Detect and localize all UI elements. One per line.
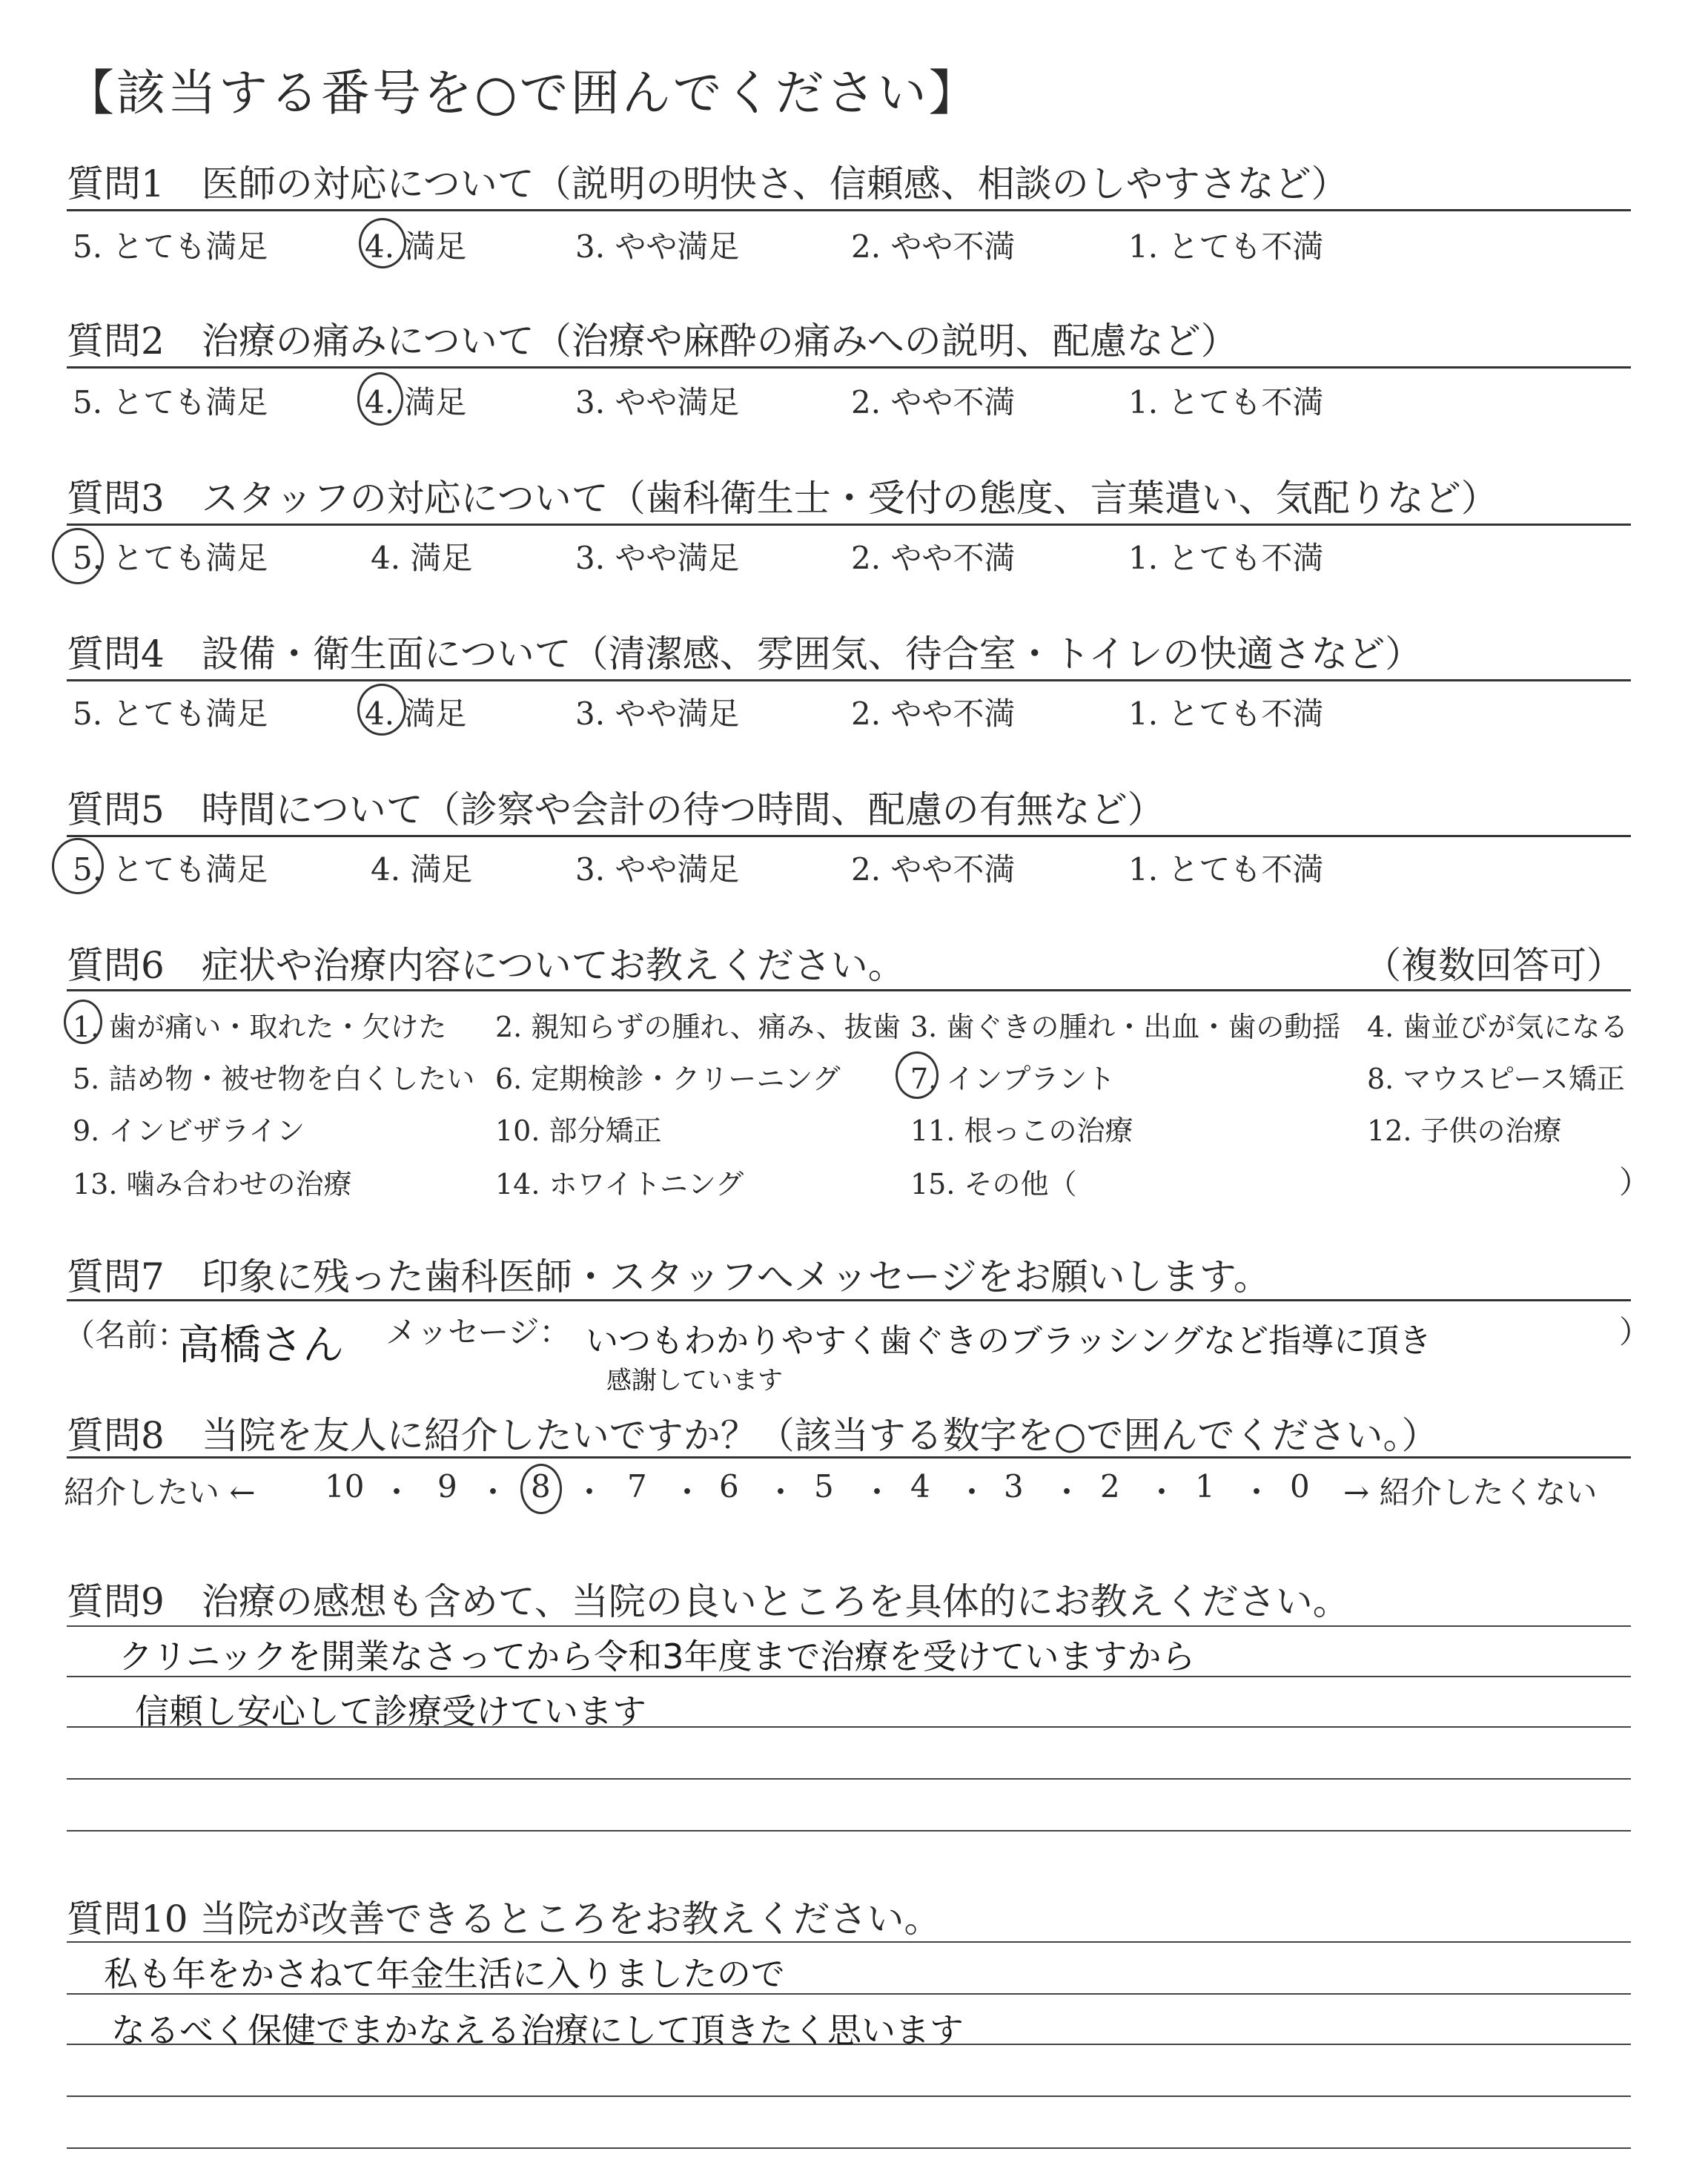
q5-option-3[interactable]: 3. やや満足 (575, 851, 740, 888)
q8-left-label: 紹介したい ← (64, 1474, 256, 1510)
q8-separator: ・ (477, 1474, 509, 1510)
q8-separator: ・ (1241, 1474, 1273, 1510)
q5-option-5[interactable]: 5. とても満足 (73, 851, 268, 888)
q10-answer-rule-1 (67, 1941, 1631, 1943)
q5-title: 質問5 時間について（診察や会計の待つ時間、配慮の有無など） (67, 788, 1165, 831)
q2-title: 質問2 治療の痛みについて（治療や麻酔の痛みへの説明、配慮など） (67, 320, 1238, 363)
q4-option-4[interactable]: 4. 満足 (365, 696, 467, 732)
q8-number-7[interactable]: 7 (627, 1468, 647, 1505)
q6-option-14[interactable]: 14. ホワイトニング (495, 1168, 744, 1200)
q1-rule (67, 209, 1631, 211)
q8-rule (67, 1456, 1631, 1459)
q2-option-1[interactable]: 1. とても不満 (1128, 384, 1324, 420)
q8-selection-circle (520, 1464, 562, 1514)
q9-answer-rule-4 (67, 1778, 1631, 1780)
q10-answer-line-1[interactable]: 私も年をかさねて年金生活に入りましたので (104, 1954, 785, 1994)
q9-answer-rule-5 (67, 1830, 1631, 1832)
q3-rule (67, 524, 1631, 526)
q10-answer-rule-5 (67, 2147, 1631, 2149)
q7-title: 質問7 印象に残った歯科医師・スタッフへメッセージをお願いします。 (67, 1255, 1271, 1298)
q6-title: 質問6 症状や治療内容についてお教えください。 (67, 944, 905, 987)
q8-separator: ・ (956, 1474, 988, 1510)
q4-option-1[interactable]: 1. とても不満 (1128, 696, 1324, 732)
q9-title: 質問9 治療の感想も含めて、当院の良いところを具体的にお教えください。 (67, 1580, 1350, 1623)
q6-option-7[interactable]: 7. インプラント (910, 1063, 1116, 1095)
q8-separator: ・ (672, 1474, 704, 1510)
q8-title: 質問8 当院を友人に紹介したいですか？（該当する数字を○で囲んでください。） (67, 1414, 1439, 1457)
q6-rule (67, 989, 1631, 991)
q6-option-12[interactable]: 12. 子供の治療 (1367, 1114, 1562, 1147)
q8-number-9[interactable]: 9 (437, 1468, 457, 1505)
q7-close-paren: ） (1619, 1314, 1651, 1350)
q7-name-label: （名前： (64, 1317, 189, 1353)
q1-option-4[interactable]: 4. 満足 (365, 228, 467, 265)
q8-number-4[interactable]: 4 (910, 1468, 930, 1505)
q2-option-5[interactable]: 5. とても満足 (73, 384, 268, 420)
q5-selection-circle (52, 838, 104, 894)
q1-title: 質問1 医師の対応について（説明の明快さ、信頼感、相談のしやすさなど） (67, 162, 1348, 205)
q3-option-1[interactable]: 1. とても不満 (1128, 540, 1324, 576)
q1-option-5[interactable]: 5. とても満足 (73, 228, 268, 265)
q3-option-3[interactable]: 3. やや満足 (575, 540, 740, 576)
q5-option-2[interactable]: 2. やや不満 (851, 851, 1016, 888)
q8-number-2[interactable]: 2 (1100, 1468, 1120, 1505)
q10-answer-line-2[interactable]: なるべく保健でまかなえる治療にして頂きたく思います (111, 2010, 964, 2050)
q8-right-label: → 紹介したくない (1343, 1474, 1598, 1510)
q6-option-1-circle (64, 1000, 102, 1044)
q6-option-3[interactable]: 3. 歯ぐきの腫れ・出血・歯の動揺 (910, 1011, 1341, 1043)
q5-option-1[interactable]: 1. とても不満 (1128, 851, 1324, 888)
q6-other-close-paren: ） (1619, 1164, 1651, 1200)
q4-option-2[interactable]: 2. やや不満 (851, 696, 1016, 732)
q6-option-10[interactable]: 10. 部分矯正 (495, 1114, 662, 1147)
q8-separator: ・ (861, 1474, 893, 1510)
q4-selection-circle (357, 684, 406, 736)
q1-option-3[interactable]: 3. やや満足 (575, 228, 740, 265)
q6-option-15[interactable]: 15. その他（ (910, 1168, 1077, 1200)
q2-option-2[interactable]: 2. やや不満 (851, 384, 1016, 420)
q7-rule (67, 1299, 1631, 1301)
q1-option-1[interactable]: 1. とても不満 (1128, 228, 1324, 265)
q6-option-1[interactable]: 1. 歯が痛い・取れた・欠けた (73, 1011, 447, 1043)
q2-option-4[interactable]: 4. 満足 (365, 384, 467, 420)
q8-separator: ・ (574, 1474, 606, 1510)
q7-message-label: メッセージ： (385, 1314, 571, 1350)
q4-option-5[interactable]: 5. とても満足 (73, 696, 268, 732)
q2-rule (67, 366, 1631, 369)
q9-answer-line-1[interactable]: クリニックを開業なさってから令和3年度まで治療を受けていますから (119, 1636, 1196, 1677)
q8-number-1[interactable]: 1 (1195, 1468, 1215, 1505)
q3-option-4[interactable]: 4. 満足 (371, 540, 473, 576)
q8-number-6[interactable]: 6 (719, 1468, 739, 1505)
q8-number-0[interactable]: 0 (1290, 1468, 1310, 1505)
q10-title: 質問10 当院が改善できるところをお教えください。 (67, 1898, 941, 1941)
q7-name-value[interactable]: 高橋さん (178, 1321, 344, 1370)
q3-option-5[interactable]: 5. とても満足 (73, 540, 268, 576)
q3-title: 質問3 スタッフの対応について（歯科衛生士・受付の態度、言葉遣い、気配りなど） (67, 477, 1498, 520)
q1-selection-circle (359, 218, 406, 268)
q8-number-3[interactable]: 3 (1004, 1468, 1024, 1505)
q7-message-line-1[interactable]: いつもわかりやすく歯ぐきのブラッシングなど指導に頂き (586, 1322, 1432, 1360)
q6-option-5[interactable]: 5. 詰め物・被せ物を白くしたい (73, 1063, 475, 1095)
q6-option-4[interactable]: 4. 歯並びが気になる (1367, 1011, 1629, 1043)
q8-separator: ・ (1146, 1474, 1178, 1510)
q8-number-5[interactable]: 5 (814, 1468, 834, 1505)
page-heading: 【該当する番号を○で囲んでください】 (65, 65, 980, 122)
q4-option-3[interactable]: 3. やや満足 (575, 696, 740, 732)
q10-answer-rule-4 (67, 2095, 1631, 2097)
q8-number-10[interactable]: 10 (325, 1468, 365, 1505)
q5-rule (67, 835, 1631, 837)
q5-option-4[interactable]: 4. 満足 (371, 851, 473, 888)
q8-number-8[interactable]: 8 (531, 1468, 551, 1505)
q6-multi-answer-note: （複数回答可） (1364, 944, 1623, 987)
q8-separator: ・ (381, 1474, 413, 1510)
q8-separator: ・ (765, 1474, 797, 1510)
q6-option-13[interactable]: 13. 噛み合わせの治療 (73, 1168, 352, 1200)
q6-option-9[interactable]: 9. インビザライン (73, 1114, 305, 1147)
q7-message-line-2[interactable]: 感謝しています (606, 1366, 783, 1396)
q2-option-3[interactable]: 3. やや満足 (575, 384, 740, 420)
q6-option-11[interactable]: 11. 根っこの治療 (910, 1114, 1133, 1147)
q3-option-2[interactable]: 2. やや不満 (851, 540, 1016, 576)
q6-option-8[interactable]: 8. マウスピース矯正 (1367, 1063, 1625, 1095)
q6-option-6[interactable]: 6. 定期検診・クリーニング (495, 1063, 841, 1095)
q8-separator: ・ (1051, 1474, 1083, 1510)
q3-selection-circle (52, 528, 104, 584)
q9-answer-rule-1 (67, 1625, 1631, 1627)
q1-option-2[interactable]: 2. やや不満 (851, 228, 1016, 265)
q9-answer-line-2[interactable]: 信頼し安心して診療受けています (135, 1691, 646, 1731)
q6-option-7-circle (896, 1051, 939, 1099)
q4-title: 質問4 設備・衛生面について（清潔感、雰囲気、待合室・トイレの快適さなど） (67, 633, 1423, 676)
q6-option-2[interactable]: 2. 親知らずの腫れ、痛み、抜歯 (495, 1011, 901, 1043)
q2-selection-circle (357, 372, 403, 426)
q4-rule (67, 679, 1631, 681)
